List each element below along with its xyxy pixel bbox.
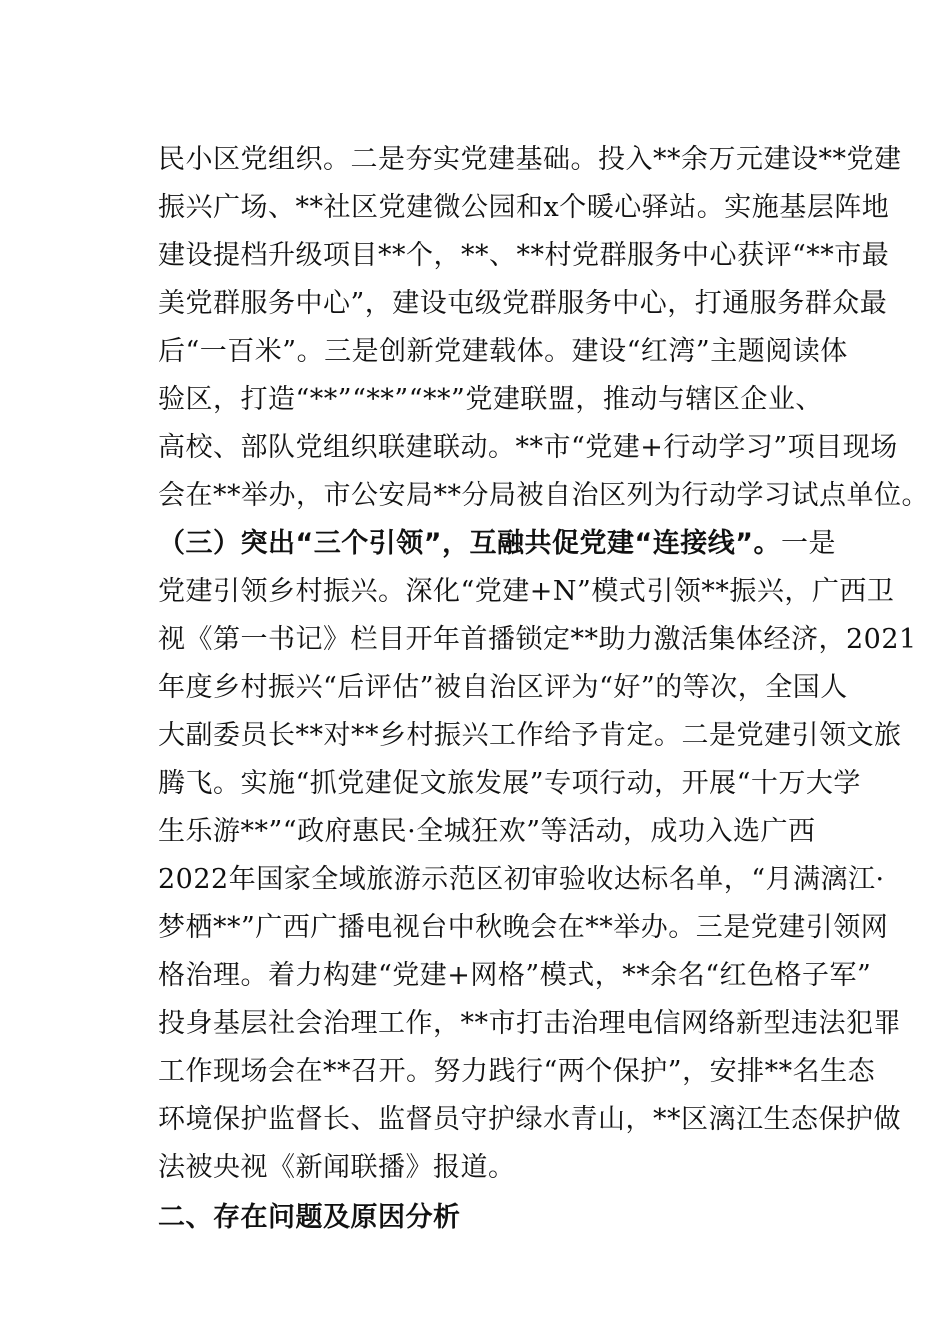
paragraph-line: 腾飞。实施“抓党建促文旅发展”专项行动，开展“十万大学 [158, 768, 861, 799]
paragraph-line: 美党群服务中心”，建设屯级党群服务中心，打通服务群众最 [158, 288, 888, 319]
paragraph-line: 验区，打造“**”“**”“**”党建联盟，推动与辖区企业、 [158, 384, 823, 415]
paragraph-line: 建设提档升级项目**个，**、**村党群服务中心获评“**市最 [158, 240, 890, 271]
paragraph-line: 环境保护监督长、监督员守护绿水青山，**区漓江生态保护做 [158, 1104, 901, 1135]
paragraph-line: 工作现场会在**召开。努力践行“两个保护”，安排**名生态 [158, 1056, 876, 1087]
section-three-first-line [158, 519, 836, 569]
paragraph-line: 视《第一书记》栏目开年首播锁定**助力激活集体经济，2021 [158, 624, 917, 655]
paragraph-line: 生乐游**”“政府惠民·全城狂欢”等活动，成功入选广西 [158, 816, 816, 847]
section-three-heading: （三）突出“三个引领”，互融共促党建“连接线”。 [158, 528, 781, 559]
paragraph-line: 年度乡村振兴“后评估”被自治区评为“好”的等次，全国人 [158, 672, 848, 703]
paragraph-line: 2022年国家全域旅游示范区初审验收达标名单，“月满漓江· [158, 864, 885, 895]
paragraph-line: 后“一百米”。三是创新党建载体。建设“红湾”主题阅读体 [158, 336, 848, 367]
paragraph-line: 高校、部队党组织联建联动。**市“党建+行动学习”项目现场 [158, 432, 898, 463]
section-three-first-tail: 一是 [780, 528, 836, 559]
paragraph-line: 振兴广场、**社区党建微公园和x个暖心驿站。实施基层阵地 [158, 192, 890, 223]
paragraph-line: 投身基层社会治理工作，**市打击治理电信网络新型违法犯罪 [158, 1008, 901, 1039]
section-two-title: 二、存在问题及原因分析 [158, 1202, 461, 1233]
paragraph-line: 会在**举办，市公安局**分局被自治区列为行动学习试点单位。 [158, 480, 929, 511]
paragraph-line: 党建引领乡村振兴。深化“党建+N”模式引领**振兴，广西卫 [158, 576, 895, 607]
paragraph-line: 大副委员长**对**乡村振兴工作给予肯定。二是党建引领文旅 [158, 720, 902, 751]
paragraph-line: 民小区党组织。二是夯实党建基础。投入**余万元建设**党建 [158, 144, 902, 175]
paragraph-line: 格治理。着力构建“党建+网格”模式，**余名“红色格子军” [158, 960, 872, 991]
paragraph-line: 梦栖**”广西广播电视台中秋晚会在**举办。三是党建引领网 [158, 912, 889, 943]
paragraph-line: 法被央视《新闻联播》报道。 [158, 1152, 516, 1183]
